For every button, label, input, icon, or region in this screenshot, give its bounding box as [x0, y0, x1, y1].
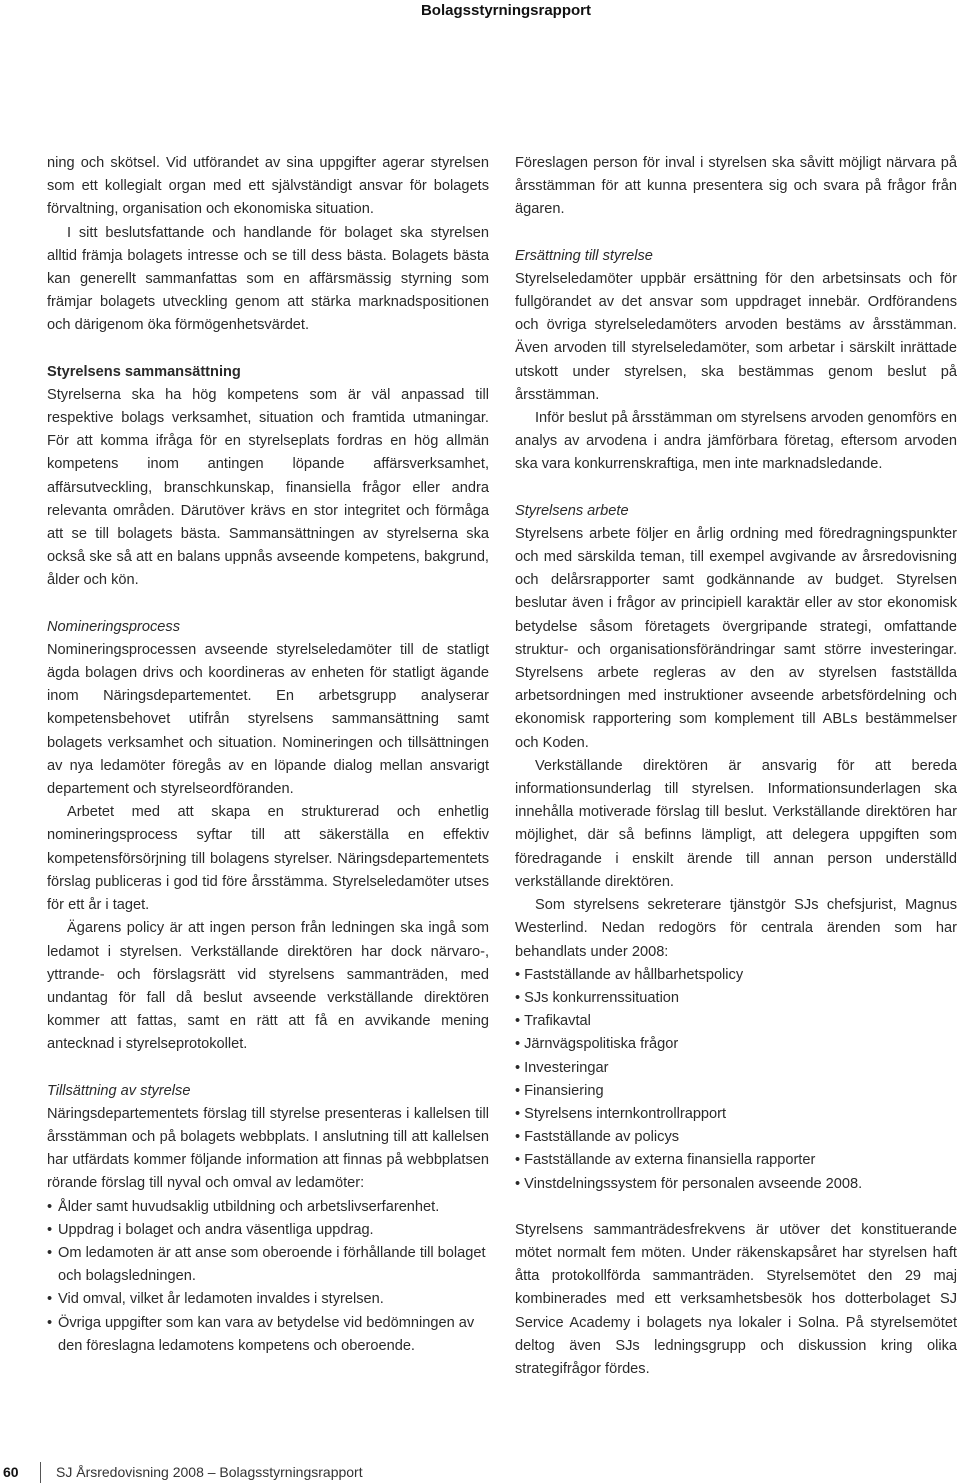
list-item: • Uppdrag i bolaget och andra väsentliga uppdrag. — [47, 1219, 489, 1242]
board-meetings-paragraph: Styrelsens sammanträdesfrekvens är utöver det konstituerande mötet normalt fem möten. Under räkenskapsåret har styrelsen haft åtta protokollförda sammanträden. Styrelsemötet den 29 maj kombinerades med ett verksamhetsbesök hos dotterbolaget SJ Service Academy i bolagets nya lokaler i Solna. På styrelsemötet deltog även SJs ledningsgrupp och diskussion kring olika strategifrågor fördes. — [515, 1221, 957, 1377]
board-work-paragraph-1: Styrelsens arbete följer en årlig ordning med föredragningspunkter och med särskilda teman, till exempel avgivande av årsredovisning och delårsrapporter samt godkännande av budget. Styrelsen beslutar även i frågor av principiell karaktär eller av stor ekonomisk betydelse såsom företagets övergripande strategi, omfattande struktur- och organisationsförändringar samt större investeringar. Styrelsens arbete regleras av den av styrelsen fastställda arbetsordningen med instruktioner avseende arbetsfördelning och ekonomisk rapportering som komplement till ABLs bestämmelser och Koden. — [515, 525, 957, 751]
list-item: • Investeringar — [515, 1057, 957, 1080]
remuneration-paragraph-1: Styrelseledamöter uppbär ersättning för den arbetsinsats och för fullgörandet av det ansvar som uppdraget innebär. Ordförandens och övriga styrelseledamöters arvoden bestäms av årsstämman. Även arvoden till styrelseledamöter, som arbetar i särskilt inrättade utskott under styrelsen, ska bestämmas genom beslut på årsstämman. — [515, 270, 957, 403]
footer-text: SJ Årsredovisning 2008 – Bolagsstyrningsrapport — [56, 1464, 363, 1480]
page-number: 60 — [3, 1464, 19, 1480]
intro-paragraph-1: ning och skötsel. Vid utförandet av sina uppgifter agerar styrelsen som ett kollegialt organ med ett självständigt ansvar för bolagets förvaltning, organisation och ekonomiska situation. — [47, 155, 489, 218]
left-column — [47, 152, 489, 1358]
section-heading-composition: Styrelsens sammansättning — [47, 363, 241, 380]
right-column — [515, 152, 957, 1381]
board-work-paragraph-2: Verkställande direktören är ansvarig för att bereda informationsunderlag till styrelsen. Informationsunderlagen ska innehålla motiverade förslag till beslut. Verkställande direktören har möjlighet, där så befinns lämpligt, att delegera uppgiften som föredragande i enskilt ärende till annan person underställd verkställande direktören. — [515, 757, 957, 890]
list-item: • Om ledamoten är att anse som oberoende i förhållande till bolaget och bolagsledningen. — [47, 1242, 489, 1288]
right-intro-paragraph: Föreslagen person för inval i styrelsen ska såvitt möjligt närvara på årsstämman för att kunna presentera sig och svara på frågor från ägaren. — [515, 155, 957, 218]
list-item: • Vid omval, vilket år ledamoten invaldes i styrelsen. — [47, 1288, 489, 1311]
spacer — [47, 1057, 489, 1080]
list-item: • Ålder samt huvudsaklig utbildning och arbetslivserfarenhet. — [47, 1196, 489, 1219]
nomination-paragraph-2: Arbetet med att skapa en strukturerad och enhetlig nomineringsprocess syftar till att säkerställa en effektiv kompetensförsörjning till bolagens styrelser. Näringsdepartementets förslag publiceras i god tid före årsstämma. Styrelseledamöter utses för ett år i taget. — [47, 804, 489, 914]
spacer — [47, 593, 489, 616]
appointment-paragraph: Näringsdepartementets förslag till styrelse presenteras i kallelsen till årsstämman och på bolagets webbplats. I anslutning till att kallelsen har utfärdats kommer följande information att finnas på webbplatsen rörande förslag till nyval och omval av ledamöter: — [47, 1105, 489, 1192]
section-heading-board-work: Styrelsens arbete — [515, 502, 629, 519]
remuneration-paragraph-2: Inför beslut på årsstämman om styrelsens arvoden genomförs en analys av arvodena i andra jämförbara företag, eftersom arvoden ska vara konkurrenskraftiga, men inte marknadsledande. — [515, 410, 957, 473]
list-item: • Övriga uppgifter som kan vara av betydelse vid bedömningen av den föreslagna ledamotens kompetens och oberoende. — [47, 1312, 489, 1358]
list-item: • Vinstdelningssystem för personalen avseende 2008. — [515, 1173, 957, 1196]
spacer — [515, 1196, 957, 1219]
spacer — [515, 222, 957, 245]
list-item: • Styrelsens internkontrollrapport — [515, 1103, 957, 1126]
board-work-paragraph-3: Som styrelsens sekreterare tjänstgör SJs chefsjurist, Magnus Westerlind. Nedan redogörs för centrala ärenden som har behandlats under 2008: — [515, 897, 957, 960]
nomination-paragraph-3: Ägarens policy är att ingen person från ledningen ska ingå som ledamot i styrelsen. Verkställande direktören har dock närvaro-, yttrande- och förslagsrätt vid styrelsens sammanträden, med undantag för fall då beslut avseende verkställande direktören kommer att fattas, samt en rätt att få en avvikande mening antecknad i styrelseprotokollet. — [47, 920, 489, 1053]
page-header — [0, 0, 960, 32]
appointment-bullet-list — [47, 1196, 489, 1358]
nomination-paragraph-1: Nomineringsprocessen avseende styrelseledamöter till de statligt ägda bolagen drivs och koordineras av enheten för statligt ägande inom Näringsdepartementet. En arbetsgrupp analyserar kompetensbehovet utifrån styrelsens sammansättning samt bolagets verksamhet och situation. Nomineringen och tillsättningen av nya ledamöter föregås av en löpande dialog mellan ansvarigt departement och styrelseordföranden. — [47, 641, 489, 798]
list-item: • Järnvägspolitiska frågor — [515, 1033, 957, 1056]
list-item: • Fastställande av policys — [515, 1126, 957, 1149]
board-matters-bullet-list — [515, 964, 957, 1196]
list-item: • Finansiering — [515, 1080, 957, 1103]
list-item: • Trafikavtal — [515, 1010, 957, 1033]
list-item: • SJs konkurrenssituation — [515, 987, 957, 1010]
section-heading-remuneration: Ersättning till styrelse — [515, 247, 653, 264]
composition-paragraph: Styrelserna ska ha hög kompetens som är väl anpassad till respektive bolags verksamhet, situation och framtida utmaningar. För att komma ifråga för en styrelseplats fordras en hög allmän kompetens inom antingen löpande affärsverksamhet, affärsutveckling, branschkunskap, finansiella frågor eller andra relevanta områden. Därutöver krävs en stor integritet och förmåga att se till bolagets bästa. Sammansättningen av styrelserna ska också ske så att en balans uppnås avseende kompetens, bakgrund, ålder och kön. — [47, 386, 489, 589]
section-heading-appointment: Tillsättning av styrelse — [47, 1082, 191, 1099]
intro-paragraph-2: I sitt beslutsfattande och handlande för bolaget ska styrelsen alltid främja bolagets intresse och se till dess bästa. Bolagets bästa kan generellt sammanfattas som en affärsmässig styrning som främjar bolagets utveckling genom att stärka marknadspositionen och därigenom öka förmögenhetsvärdet. — [47, 224, 489, 334]
section-heading-nomination: Nomineringsprocess — [47, 618, 181, 635]
footer-divider — [40, 1462, 41, 1483]
spacer — [515, 477, 957, 500]
header-title: Bolagsstyrningsrapport — [420, 2, 591, 19]
spacer — [47, 338, 489, 361]
list-item: • Fastställande av hållbarhetspolicy — [515, 964, 957, 987]
page-footer — [0, 1462, 960, 1483]
list-item: • Fastställande av externa finansiella rapporter — [515, 1149, 957, 1172]
